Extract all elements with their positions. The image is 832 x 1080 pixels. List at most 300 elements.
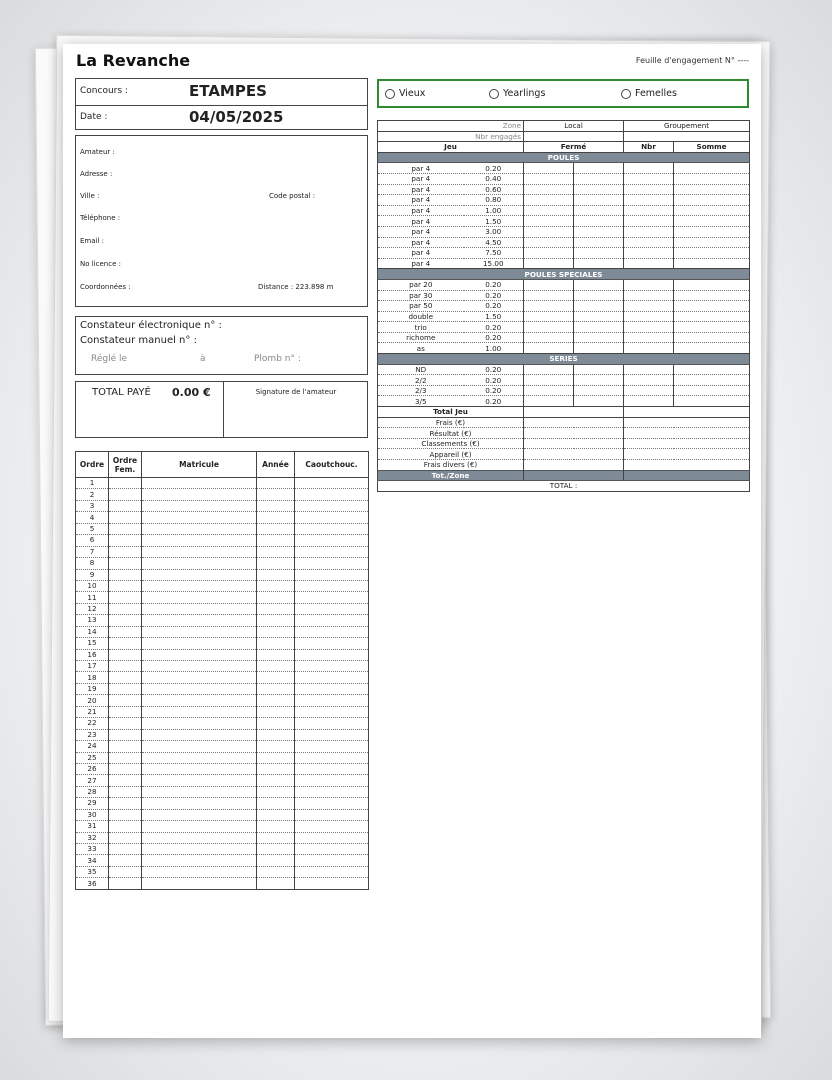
row-matricule[interactable] [142, 683, 257, 694]
register-row [76, 626, 369, 637]
row-caoutchouc[interactable] [295, 661, 369, 672]
row-caoutchouc[interactable] [295, 763, 369, 774]
row-matricule[interactable] [142, 603, 257, 614]
groupement-nbr-cell[interactable] [624, 332, 674, 343]
row-annee[interactable] [257, 603, 295, 614]
row-caoutchouc[interactable] [295, 706, 369, 717]
concours-row [76, 79, 367, 106]
groupement-nbr-cell[interactable] [624, 385, 674, 396]
row-caoutchouc[interactable] [295, 683, 369, 694]
groupement-somme-cell[interactable] [674, 290, 750, 301]
row-annee[interactable] [257, 489, 295, 500]
row-caoutchouc[interactable] [295, 729, 369, 740]
radio-label: Vieux [399, 88, 426, 99]
summary-groupement-cell[interactable] [624, 449, 750, 460]
jeu-label: par 4 [378, 248, 464, 259]
row-ordre-fem[interactable] [109, 649, 142, 660]
local-cell-b[interactable] [574, 248, 624, 259]
row-annee[interactable] [257, 718, 295, 729]
summary-groupement-cell[interactable] [624, 460, 750, 471]
jeu-header-zone-row [378, 121, 750, 132]
row-matricule[interactable] [142, 855, 257, 866]
groupement-somme-cell[interactable] [674, 248, 750, 259]
row-annee[interactable] [257, 626, 295, 637]
groupement-nbr-cell[interactable] [624, 290, 674, 301]
local-cell-b[interactable] [574, 396, 624, 407]
summary-local-cell[interactable] [524, 460, 624, 471]
groupement-nbr-cell[interactable] [624, 163, 674, 174]
groupement-somme-cell[interactable] [674, 184, 750, 195]
row-ordre: 12 [76, 603, 109, 614]
local-cell-b[interactable] [574, 322, 624, 333]
row-caoutchouc[interactable] [295, 535, 369, 546]
groupement-somme-cell[interactable] [674, 226, 750, 237]
row-matricule[interactable] [142, 626, 257, 637]
row-caoutchouc[interactable] [295, 832, 369, 843]
row-annee[interactable] [257, 478, 295, 489]
row-annee[interactable] [257, 706, 295, 717]
row-caoutchouc[interactable] [295, 500, 369, 511]
row-matricule[interactable] [142, 752, 257, 763]
jeu-price: 1.00 [464, 343, 524, 354]
row-matricule[interactable] [142, 729, 257, 740]
local-cell-b[interactable] [574, 301, 624, 312]
code-postal-field[interactable]: Code postal : [269, 192, 316, 200]
row-annee[interactable] [257, 558, 295, 569]
ferme-header: Fermé [524, 142, 624, 153]
row-matricule[interactable] [142, 706, 257, 717]
row-matricule[interactable] [142, 672, 257, 683]
row-annee[interactable] [257, 638, 295, 649]
row-caoutchouc[interactable] [295, 695, 369, 706]
summary-groupement-cell[interactable] [624, 428, 750, 439]
row-annee[interactable] [257, 695, 295, 706]
local-cell-b[interactable] [574, 195, 624, 206]
groupement-somme-cell[interactable] [674, 258, 750, 269]
register-row [76, 706, 369, 717]
groupement-nbr-cell[interactable] [624, 248, 674, 259]
regle-le-field[interactable]: Réglé le [91, 354, 128, 364]
row-ordre-fem[interactable] [109, 718, 142, 729]
radio-circle-icon [621, 89, 631, 99]
local-cell-a[interactable] [524, 301, 574, 312]
row-matricule[interactable] [142, 809, 257, 820]
row-caoutchouc[interactable] [295, 741, 369, 752]
ville-field[interactable]: Ville : [80, 192, 100, 200]
row-ordre-fem[interactable] [109, 512, 142, 523]
local-cell-a[interactable] [524, 343, 574, 354]
row-annee[interactable] [257, 592, 295, 603]
brand-title: La Revanche [76, 51, 191, 70]
row-ordre-fem[interactable] [109, 706, 142, 717]
row-ordre-fem[interactable] [109, 523, 142, 534]
row-ordre-fem[interactable] [109, 500, 142, 511]
row-annee[interactable] [257, 878, 295, 889]
row-annee[interactable] [257, 866, 295, 877]
local-cell-a[interactable] [524, 195, 574, 206]
row-ordre-fem[interactable] [109, 878, 142, 889]
jeu-label: par 30 [378, 290, 464, 301]
row-caoutchouc[interactable] [295, 512, 369, 523]
row-ordre-fem[interactable] [109, 569, 142, 580]
local-cell-a[interactable] [524, 332, 574, 343]
row-matricule[interactable] [142, 649, 257, 660]
row-caoutchouc[interactable] [295, 821, 369, 832]
row-matricule[interactable] [142, 558, 257, 569]
groupement-nbr-cell[interactable] [624, 311, 674, 322]
local-cell-b[interactable] [574, 226, 624, 237]
row-caoutchouc[interactable] [295, 626, 369, 637]
row-ordre-fem[interactable] [109, 661, 142, 672]
row-annee[interactable] [257, 798, 295, 809]
jeu-row [378, 184, 750, 195]
row-annee[interactable] [257, 649, 295, 660]
row-matricule[interactable] [142, 489, 257, 500]
row-annee[interactable] [257, 546, 295, 557]
local-cell-b[interactable] [574, 258, 624, 269]
jeu-price: 0.80 [464, 195, 524, 206]
row-ordre-fem[interactable] [109, 844, 142, 855]
row-matricule[interactable] [142, 763, 257, 774]
groupement-somme-cell[interactable] [674, 343, 750, 354]
summary-local-cell[interactable] [524, 428, 624, 439]
local-cell-a[interactable] [524, 226, 574, 237]
telephone-field[interactable]: Téléphone : [80, 214, 121, 222]
jeu-label: par 20 [378, 279, 464, 290]
constateur-manuel-field[interactable]: Constateur manuel n° : [80, 335, 197, 346]
groupement-nbr-cell[interactable] [624, 216, 674, 227]
licence-field[interactable]: No licence : [80, 260, 121, 268]
row-caoutchouc[interactable] [295, 775, 369, 786]
local-cell-b[interactable] [574, 163, 624, 174]
radio-femelles[interactable] [621, 88, 677, 99]
row-ordre-fem[interactable] [109, 638, 142, 649]
row-caoutchouc[interactable] [295, 718, 369, 729]
summary-local-cell[interactable] [524, 438, 624, 449]
summary-groupement-cell[interactable] [624, 407, 750, 418]
row-caoutchouc[interactable] [295, 615, 369, 626]
summary-groupement-cell[interactable] [624, 438, 750, 449]
register-row [76, 615, 369, 626]
row-matricule[interactable] [142, 615, 257, 626]
amateur-box [75, 135, 368, 307]
row-caoutchouc[interactable] [295, 798, 369, 809]
groupement-somme-cell[interactable] [674, 237, 750, 248]
row-annee[interactable] [257, 729, 295, 740]
section-header-row [378, 269, 750, 280]
jeu-price: 0.20 [464, 375, 524, 386]
row-matricule[interactable] [142, 638, 257, 649]
summary-local-cell[interactable] [524, 449, 624, 460]
row-annee[interactable] [257, 500, 295, 511]
row-matricule[interactable] [142, 695, 257, 706]
date-value[interactable]: 04/05/2025 [189, 108, 284, 126]
groupement-somme-cell[interactable] [674, 163, 750, 174]
groupement-nbr-cell[interactable] [624, 375, 674, 386]
local-cell-b[interactable] [574, 375, 624, 386]
row-caoutchouc[interactable] [295, 866, 369, 877]
groupement-nbr-cell[interactable] [624, 195, 674, 206]
row-caoutchouc[interactable] [295, 672, 369, 683]
jeu-price: 0.60 [464, 184, 524, 195]
row-ordre: 9 [76, 569, 109, 580]
row-ordre-fem[interactable] [109, 763, 142, 774]
row-ordre-fem[interactable] [109, 832, 142, 843]
groupement-nbr-cell[interactable] [624, 364, 674, 375]
local-engages-cell[interactable] [524, 131, 624, 142]
row-ordre-fem[interactable] [109, 558, 142, 569]
row-caoutchouc[interactable] [295, 558, 369, 569]
local-cell-a[interactable] [524, 205, 574, 216]
row-annee[interactable] [257, 741, 295, 752]
row-annee[interactable] [257, 523, 295, 534]
local-cell-a[interactable] [524, 237, 574, 248]
row-matricule[interactable] [142, 832, 257, 843]
row-caoutchouc[interactable] [295, 523, 369, 534]
row-caoutchouc[interactable] [295, 603, 369, 614]
row-annee[interactable] [257, 752, 295, 763]
row-ordre-fem[interactable] [109, 683, 142, 694]
local-cell-a[interactable] [524, 322, 574, 333]
row-caoutchouc[interactable] [295, 878, 369, 889]
local-cell-a[interactable] [524, 375, 574, 386]
row-caoutchouc[interactable] [295, 752, 369, 763]
local-cell-b[interactable] [574, 311, 624, 322]
row-annee[interactable] [257, 683, 295, 694]
row-matricule[interactable] [142, 844, 257, 855]
groupement-somme-cell[interactable] [674, 332, 750, 343]
row-ordre-fem[interactable] [109, 695, 142, 706]
register-row [76, 512, 369, 523]
regle-a-field[interactable]: à [200, 354, 206, 364]
groupement-somme-cell[interactable] [674, 216, 750, 227]
groupement-somme-cell[interactable] [674, 205, 750, 216]
row-matricule[interactable] [142, 500, 257, 511]
register-row [76, 809, 369, 820]
row-annee[interactable] [257, 844, 295, 855]
groupement-somme-cell[interactable] [674, 322, 750, 333]
groupement-somme-cell[interactable] [674, 195, 750, 206]
row-ordre-fem[interactable] [109, 478, 142, 489]
row-ordre-fem[interactable] [109, 615, 142, 626]
groupement-somme-cell[interactable] [674, 311, 750, 322]
groupement-nbr-cell[interactable] [624, 343, 674, 354]
row-ordre-fem[interactable] [109, 546, 142, 557]
row-caoutchouc[interactable] [295, 478, 369, 489]
row-annee[interactable] [257, 661, 295, 672]
row-annee[interactable] [257, 786, 295, 797]
register-row [76, 729, 369, 740]
summary-local-cell[interactable] [524, 407, 624, 418]
groupement-nbr-cell[interactable] [624, 226, 674, 237]
local-cell-a[interactable] [524, 163, 574, 174]
groupement-nbr-cell[interactable] [624, 279, 674, 290]
row-ordre-fem[interactable] [109, 809, 142, 820]
row-ordre: 19 [76, 683, 109, 694]
row-ordre-fem[interactable] [109, 821, 142, 832]
local-cell-a[interactable] [524, 396, 574, 407]
groupement-somme-cell[interactable] [674, 396, 750, 407]
row-annee[interactable] [257, 809, 295, 820]
local-cell-a[interactable] [524, 311, 574, 322]
radio-yearlings[interactable] [489, 88, 545, 99]
groupement-nbr-cell[interactable] [624, 258, 674, 269]
row-annee[interactable] [257, 615, 295, 626]
groupement-nbr-cell[interactable] [624, 237, 674, 248]
local-cell-a[interactable] [524, 184, 574, 195]
local-cell-b[interactable] [574, 279, 624, 290]
row-matricule[interactable] [142, 775, 257, 786]
row-annee[interactable] [257, 821, 295, 832]
summary-groupement-cell[interactable] [624, 417, 750, 428]
local-cell-b[interactable] [574, 364, 624, 375]
plomb-field[interactable]: Plomb n° : [254, 354, 301, 364]
row-matricule[interactable] [142, 580, 257, 591]
local-cell-a[interactable] [524, 258, 574, 269]
local-cell-a[interactable] [524, 248, 574, 259]
row-ordre: 20 [76, 695, 109, 706]
row-ordre-fem[interactable] [109, 580, 142, 591]
col-header-ordre: Ordre [76, 452, 109, 478]
row-caoutchouc[interactable] [295, 546, 369, 557]
signature-field[interactable]: Signature de l'amateur [255, 388, 337, 396]
row-ordre-fem[interactable] [109, 775, 142, 786]
row-caoutchouc[interactable] [295, 649, 369, 660]
groupement-somme-cell[interactable] [674, 279, 750, 290]
row-caoutchouc[interactable] [295, 569, 369, 580]
row-matricule[interactable] [142, 821, 257, 832]
groupement-somme-cell[interactable] [674, 375, 750, 386]
groupement-somme-cell[interactable] [674, 385, 750, 396]
row-matricule[interactable] [142, 661, 257, 672]
row-ordre-fem[interactable] [109, 752, 142, 763]
row-matricule[interactable] [142, 741, 257, 752]
row-annee[interactable] [257, 580, 295, 591]
jeu-price: 0.20 [464, 332, 524, 343]
local-cell-b[interactable] [574, 184, 624, 195]
row-ordre-fem[interactable] [109, 535, 142, 546]
row-ordre-fem[interactable] [109, 866, 142, 877]
groupement-nbr-cell[interactable] [624, 301, 674, 312]
local-cell-a[interactable] [524, 216, 574, 227]
groupement-nbr-cell[interactable] [624, 184, 674, 195]
row-annee[interactable] [257, 832, 295, 843]
constateur-electronique-field[interactable]: Constateur électronique n° : [80, 320, 222, 331]
row-matricule[interactable] [142, 478, 257, 489]
col-header-caoutchouc: Caoutchouc. [295, 452, 369, 478]
row-annee[interactable] [257, 763, 295, 774]
groupement-nbr-cell[interactable] [624, 205, 674, 216]
row-ordre-fem[interactable] [109, 729, 142, 740]
row-annee[interactable] [257, 535, 295, 546]
row-caoutchouc[interactable] [295, 786, 369, 797]
row-caoutchouc[interactable] [295, 580, 369, 591]
local-cell-b[interactable] [574, 343, 624, 354]
jeu-label: trio [378, 322, 464, 333]
register-row [76, 523, 369, 534]
adresse-field[interactable]: Adresse : [80, 170, 113, 178]
local-cell-a[interactable] [524, 173, 574, 184]
groupement-nbr-cell[interactable] [624, 396, 674, 407]
groupement-somme-cell[interactable] [674, 364, 750, 375]
row-caoutchouc[interactable] [295, 844, 369, 855]
row-matricule[interactable] [142, 512, 257, 523]
row-matricule[interactable] [142, 546, 257, 557]
row-matricule[interactable] [142, 592, 257, 603]
row-caoutchouc[interactable] [295, 489, 369, 500]
groupement-engages-cell[interactable] [624, 131, 750, 142]
row-ordre-fem[interactable] [109, 786, 142, 797]
jeu-price: 0.20 [464, 364, 524, 375]
row-matricule[interactable] [142, 798, 257, 809]
row-annee[interactable] [257, 569, 295, 580]
row-matricule[interactable] [142, 878, 257, 889]
row-ordre-fem[interactable] [109, 603, 142, 614]
groupement-nbr-cell[interactable] [624, 173, 674, 184]
row-annee[interactable] [257, 672, 295, 683]
row-matricule[interactable] [142, 535, 257, 546]
row-caoutchouc[interactable] [295, 638, 369, 649]
radio-vieux[interactable] [385, 88, 425, 99]
jeu-label: par 50 [378, 301, 464, 312]
concours-value[interactable]: ETAMPES [189, 82, 267, 100]
email-field[interactable]: Email : [80, 237, 105, 245]
local-cell-b[interactable] [574, 332, 624, 343]
row-caoutchouc[interactable] [295, 855, 369, 866]
row-matricule[interactable] [142, 786, 257, 797]
row-ordre: 24 [76, 741, 109, 752]
local-cell-b[interactable] [574, 385, 624, 396]
local-cell-b[interactable] [574, 173, 624, 184]
row-ordre-fem[interactable] [109, 592, 142, 603]
amateur-field[interactable]: Amateur : [80, 148, 115, 156]
groupement-nbr-cell[interactable] [624, 322, 674, 333]
groupement-somme-cell[interactable] [674, 301, 750, 312]
summary-local-cell[interactable] [524, 417, 624, 428]
row-ordre: 11 [76, 592, 109, 603]
row-annee[interactable] [257, 855, 295, 866]
row-matricule[interactable] [142, 569, 257, 580]
local-cell-b[interactable] [574, 205, 624, 216]
local-cell-b[interactable] [574, 237, 624, 248]
row-ordre-fem[interactable] [109, 489, 142, 500]
row-caoutchouc[interactable] [295, 809, 369, 820]
row-matricule[interactable] [142, 866, 257, 877]
local-cell-a[interactable] [524, 385, 574, 396]
summary-label: Frais (€) [378, 417, 524, 428]
row-matricule[interactable] [142, 718, 257, 729]
row-annee[interactable] [257, 512, 295, 523]
coordonnees-field[interactable]: Coordonnées : [80, 283, 131, 291]
grand-total-label: TOTAL : [378, 481, 750, 492]
local-cell-a[interactable] [524, 364, 574, 375]
local-cell-b[interactable] [574, 290, 624, 301]
row-ordre: 30 [76, 809, 109, 820]
row-caoutchouc[interactable] [295, 592, 369, 603]
row-ordre: 21 [76, 706, 109, 717]
local-cell-b[interactable] [574, 216, 624, 227]
local-cell-a[interactable] [524, 279, 574, 290]
row-ordre-fem[interactable] [109, 626, 142, 637]
row-ordre-fem[interactable] [109, 672, 142, 683]
groupement-somme-cell[interactable] [674, 173, 750, 184]
row-ordre-fem[interactable] [109, 741, 142, 752]
row-ordre-fem[interactable] [109, 855, 142, 866]
row-annee[interactable] [257, 775, 295, 786]
local-cell-a[interactable] [524, 290, 574, 301]
row-ordre-fem[interactable] [109, 798, 142, 809]
row-matricule[interactable] [142, 523, 257, 534]
